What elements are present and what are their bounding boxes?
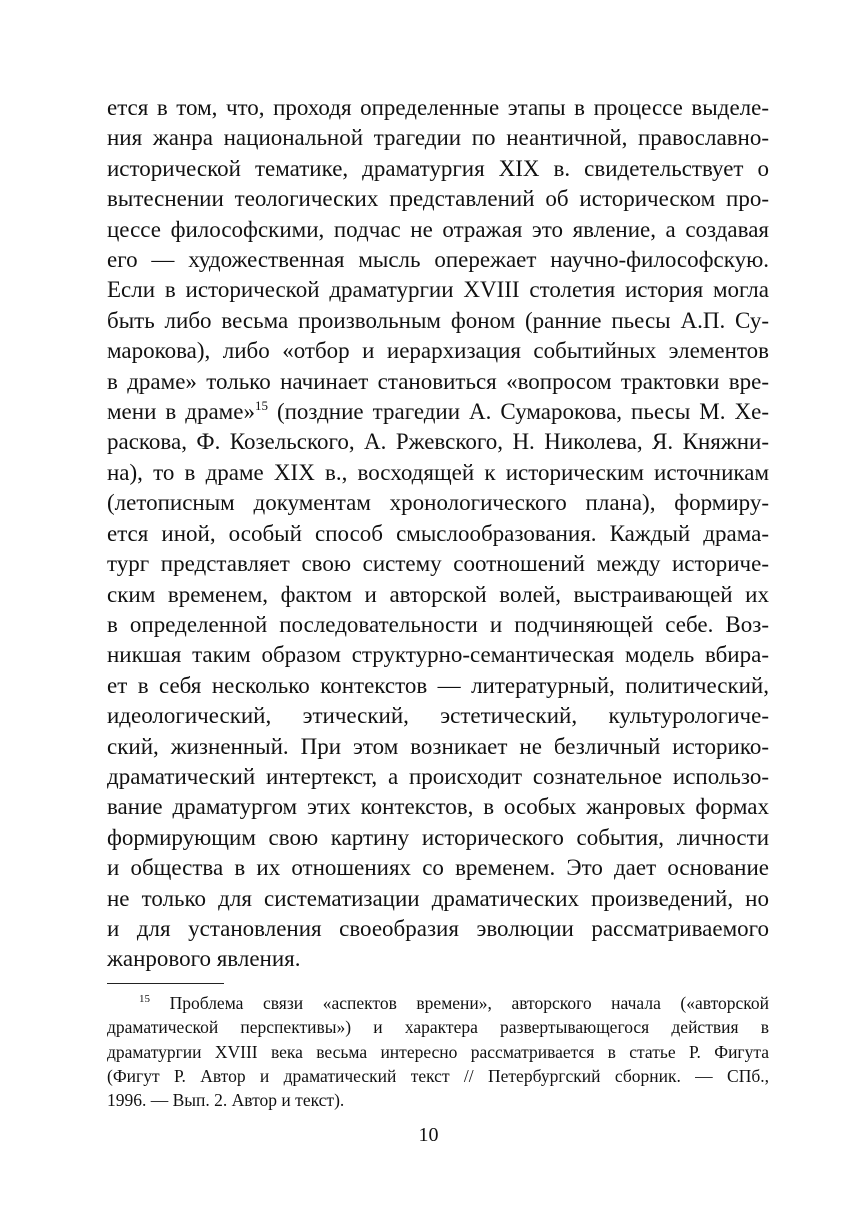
footnote-line-1-text: Проблема связи «аспектов времени», авторского начала («авторской <box>169 993 770 1013</box>
footnote-line-4: (Фигут Р. Автор и драматический текст // Петербургский сборник. — СПб., <box>107 1065 769 1086</box>
body-line-23: драматический интертекст, а происходит сознательное использо- <box>107 763 769 789</box>
footnote-reference[interactable]: 15 <box>254 398 268 414</box>
body-line-5: цессе философскими, подчас не отражая это явление, а создавая <box>107 216 769 242</box>
body-line-2: ния жанра национальной трагедии по неантичной, православно- <box>107 125 769 151</box>
body-line-9: марокова), либо «отбор и иерархизация событийных элементов <box>107 338 769 364</box>
body-line-16: тург представляет свою систему соотношений между историче- <box>107 551 769 577</box>
footnote-line-2: драматической перспективы») и характера развертывающегося действия в <box>107 1017 769 1038</box>
footnote-line-5: 1996. — Вып. 2. Автор и текст). <box>107 1090 345 1111</box>
footnote-line-1 <box>107 991 769 1015</box>
body-line-19: никшая таким образом структурно-семантическая модель вбира- <box>107 642 769 668</box>
body-line-22: ский, жизненный. При этом возникает не безличный историко- <box>107 733 769 759</box>
body-line-24: вание драматургом этих контекстов, в особых жанровых формах <box>107 794 769 820</box>
page-number: 10 <box>418 1124 439 1146</box>
body-line-28: и для установления своеобразия эволюции рассматриваемого <box>107 915 769 941</box>
body-line-11-end: (поздние трагедии А. Сумарокова, пьесы М. Хе- <box>276 399 769 425</box>
body-line-21: идеологический, этический, эстетический, культурологиче- <box>107 703 769 729</box>
body-line-6: его — художественная мысль опережает научно-философскую. <box>107 247 769 273</box>
body-line-4: вытеснении теологических представлений об историческом про- <box>107 186 769 212</box>
body-line-7: Если в исторической драматургии XVIII столетия история могла <box>107 277 769 303</box>
footnote <box>107 991 769 1112</box>
body-line-12: раскова, Ф. Козельского, А. Ржевского, Н. Николева, Я. Княжни- <box>107 429 769 455</box>
body-line-10: в драме» только начинает становиться «вопросом трактовки вре- <box>107 368 769 394</box>
body-line-18: в определенной последовательности и подчиняющей себе. Воз- <box>107 611 769 637</box>
footnote-marker: 15 <box>139 993 150 1005</box>
body-line-1: ется в том, что, проходя определенные этапы в процессе выделе- <box>107 95 769 120</box>
footnote-separator <box>107 983 224 984</box>
body-text <box>107 93 769 975</box>
body-line-15: ется иной, особый способ смыслообразования. Каждый драма- <box>107 520 769 546</box>
body-line-11-start: мени в драме» <box>107 399 255 425</box>
body-line-13: на), то в драме XIX в., восходящей к историческим источникам <box>107 459 769 485</box>
footnote-line-3: драматургии XVIII века весьма интересно рассматривается в статье Р. Фигута <box>107 1041 769 1062</box>
body-line-14: (летописным документам хронологического плана), формиру- <box>107 490 769 516</box>
body-line-27: не только для систематизации драматических произведений, но <box>107 885 769 911</box>
body-line-25: формирующим свою картину исторического события, личности <box>107 824 769 850</box>
body-line-29: жанрового явления. <box>107 946 301 972</box>
body-line-20: ет в себя несколько контекстов — литературный, политический, <box>107 672 769 698</box>
body-line-17: ским временем, фактом и авторской волей, выстраивающей их <box>107 581 769 607</box>
body-line-3: исторической тематике, драматургия XIX в. свидетельствует о <box>107 155 769 181</box>
body-line-8: быть либо весьма произвольным фоном (ранние пьесы А.П. Су- <box>107 307 769 333</box>
body-line-11 <box>107 397 769 427</box>
body-line-26: и общества в их отношениях со временем. Это дает основание <box>107 855 769 881</box>
